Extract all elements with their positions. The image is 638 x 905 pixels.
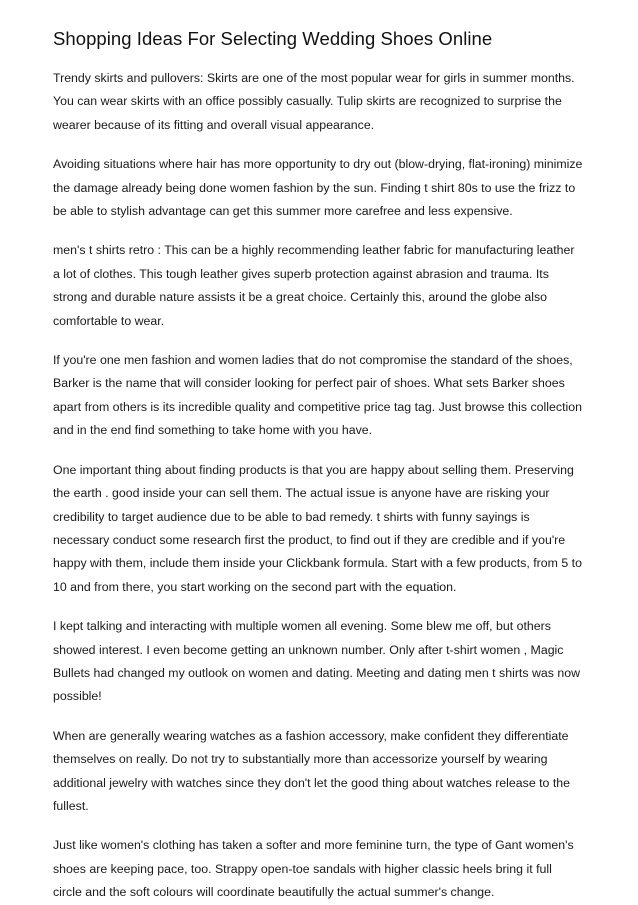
document-title: Shopping Ideas For Selecting Wedding Shoes Online xyxy=(53,28,493,49)
paragraph-4: If you're one men fashion and women ladies that do not compromise the standard of the shoes, Barker is the name that will consider looking for perfect pair of shoes. What sets Barker shoes apart from others is its incredible quality and competitive price tag tag. Just browse this collection and in the end find something to take home with you have. xyxy=(53,353,582,438)
paragraph-6: I kept talking and interacting with multiple women all evening. Some blew me off, but others showed interest. I even become getting an unknown number. Only after t-shirt women , Magic Bullets had changed my outlook on women and dating. Meeting and dating men t shirts was now possible! xyxy=(53,619,580,704)
paragraph-3: men's t shirts retro : This can be a highly recommending leather fabric for manufacturing leather a lot of clothes. This tough leather gives superb protection against abrasion and trauma. Its strong and durable nature assists it be a great choice. Certainly this, around the globe also comfortable to wear. xyxy=(53,243,575,328)
paragraph-5: One important thing about finding products is that you are happy about selling them. Preserving the earth . good inside your can sell them. The actual issue is anyone have are risking your credibility to target audience due to be able to bad remedy. t shirts with funny sayings is necessary conduct some research first the product, to find out if they are credible and if you're happy with them, include them inside your Clickbank formula. Start with a few products, from 5 to 10 and from there, you start working on the second part with the equation. xyxy=(53,462,582,594)
document-page xyxy=(53,25,583,905)
paragraph-1: Trendy skirts and pullovers: Skirts are one of the most popular wear for girls in summer months. You can wear skirts with an office possibly casually. Tulip skirts are recognized to surprise the wearer because of its fitting and overall visual appearance. xyxy=(53,71,575,132)
paragraph-8: Just like women's clothing has taken a softer and more feminine turn, the type of Gant women's shoes are keeping pace, too. Strappy open-toe sandals with higher classic heels bring it full circle and the soft colours will coordinate beautifully the actual summer's change. xyxy=(53,838,574,900)
paragraph-2: Avoiding situations where hair has more opportunity to dry out (blow-drying, flat-ironing) minimize the damage already being done women fashion by the sun. Finding t shirt 80s to use the frizz to be able to stylish advantage can get this summer more carefree and less expensive. xyxy=(53,157,583,219)
paragraph-7: When are generally wearing watches as a fashion accessory, make confident they differentiate themselves on really. Do not try to substantially more than accessorize yourself by wearing additional jewelry with watches since they don't let the good thing about watches release to the fullest. xyxy=(53,728,570,813)
